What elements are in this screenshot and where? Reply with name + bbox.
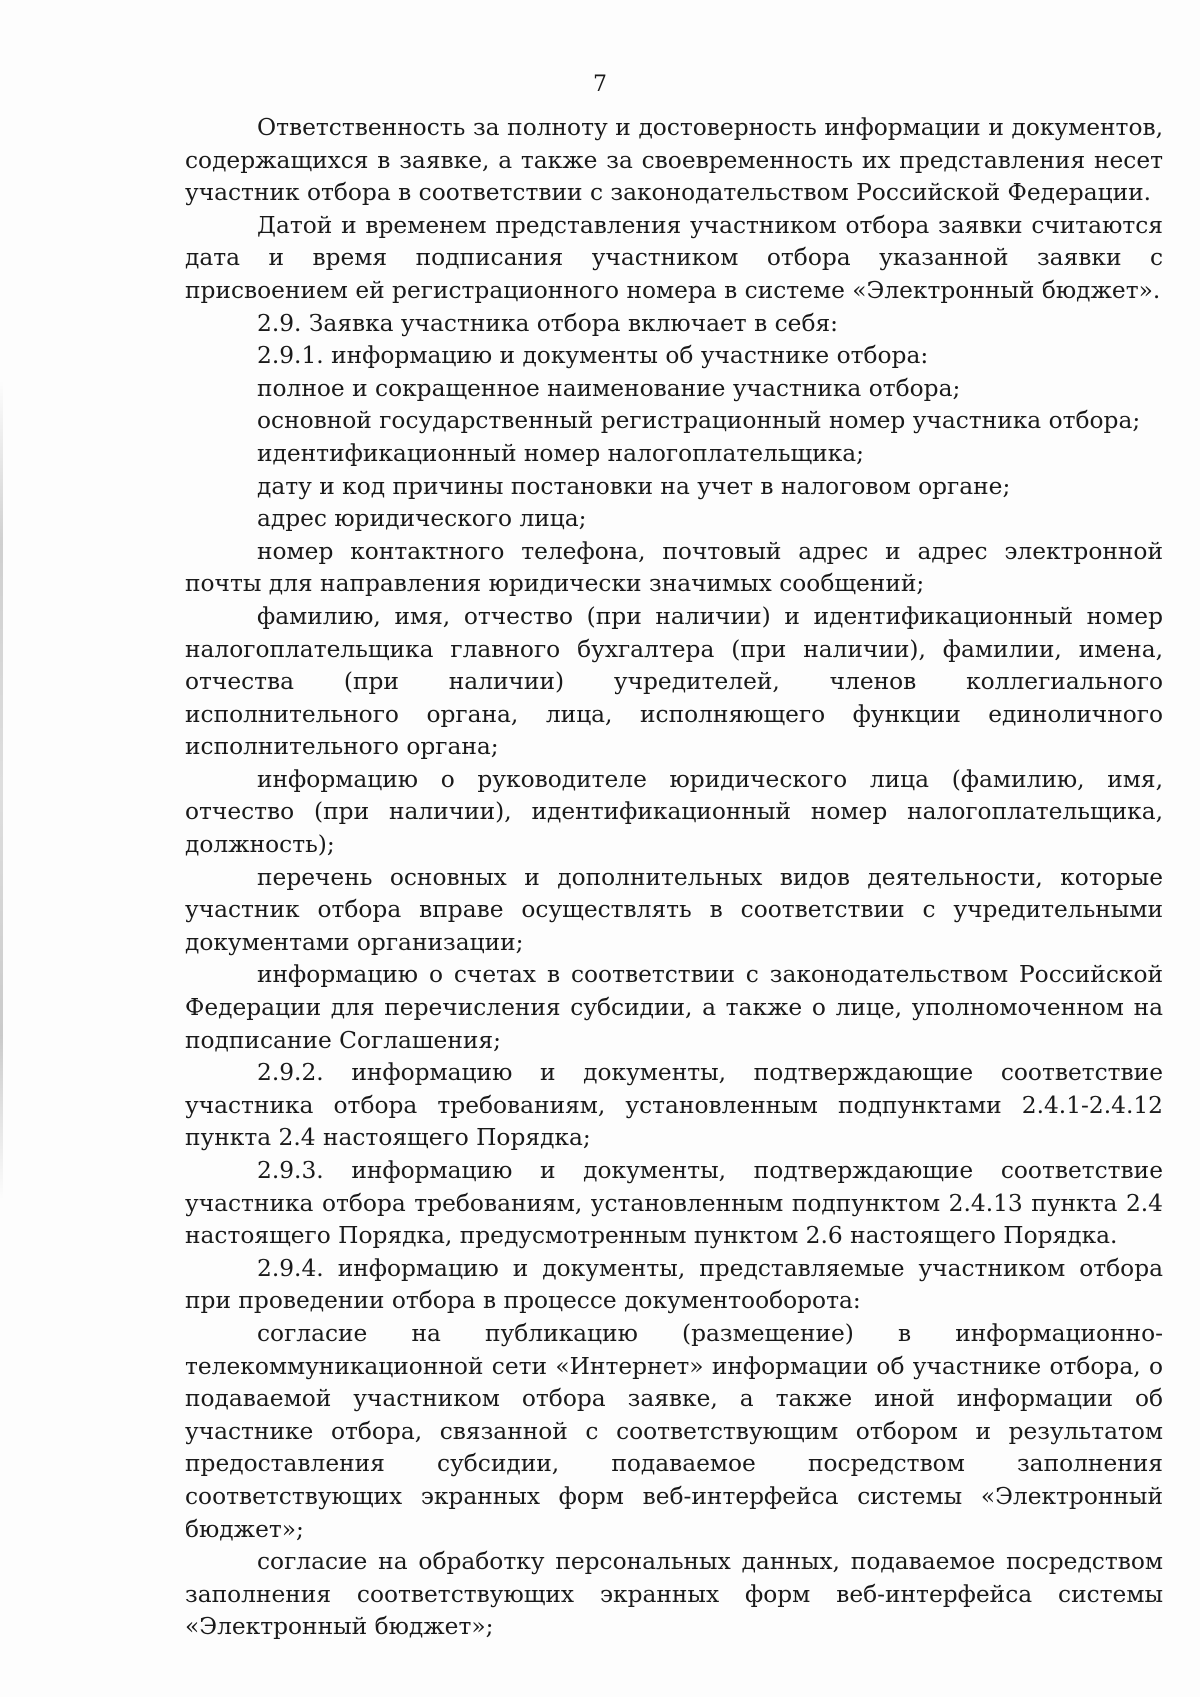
paragraph: Ответственность за полноту и достоверность информации и документов, содержащихся в заявке, а также за своевременность их представления несет участник отбора в соответствии с законодательством Российской Федерации. [185, 114, 1163, 207]
paragraph: 2.9. Заявка участника отбора включает в себя: [257, 309, 839, 337]
list-item: дату и код причины постановки на учет в налоговом органе; [257, 472, 1011, 500]
page-number: 7 [593, 72, 607, 97]
list-item: согласие на обработку персональных данных, подаваемое посредством заполнения соответствующих экранных форм веб-интерфейса системы «Электронный бюджет»; [185, 1548, 1163, 1641]
list-item: номер контактного телефона, почтовый адрес и адрес электронной почты для направления юридически значимых сообщений; [185, 537, 1163, 598]
list-item: адрес юридического лица; [257, 505, 587, 533]
paragraph: 2.9.3. информацию и документы, подтверждающие соответствие участника отбора требованиям, установленным подпунктом 2.4.13 пункта 2.4 настоящего Порядка, предусмотренным пунктом 2.6 настоящего Порядка. [185, 1157, 1163, 1250]
list-item: фамилию, имя, отчество (при наличии) и идентификационный номер налогоплательщика главного бухгалтера (при наличии), фамилии, имена, отчества (при наличии) учредителей, членов коллегиального исполнительного органа, лица, исполняющего функции единоличного исполнительного органа; [185, 602, 1163, 761]
list-item: идентификационный номер налогоплательщика; [257, 439, 864, 467]
paragraph: 2.9.4. информацию и документы, представляемые участником отбора при проведении отбора в процессе документооборота: [185, 1254, 1163, 1315]
paragraph: Датой и временем представления участником отбора заявки считаются дата и время подписания участником отбора указанной заявки с присвоением ей регистрационного номера в системе «Электронный бюджет». [185, 211, 1163, 304]
list-item: основной государственный регистрационный номер участника отбора; [257, 407, 1141, 435]
scan-shadow-edge [0, 380, 3, 1200]
paragraph: 2.9.1. информацию и документы об участнике отбора: [257, 342, 929, 370]
list-item: информацию о руководителе юридического лица (фамилию, имя, отчество (при наличии), идентификационный номер налогоплательщика, должность); [185, 765, 1163, 859]
document-body [185, 112, 1163, 1644]
list-item: согласие на публикацию (размещение) в информационно-телекоммуникационной сети «Интернет» информации об участнике отбора, о подаваемой участником отбора заявке, а также иной информации об участнике отбора, связанной с соответствующим отбором и результатом предоставления субсидии, подаваемое посредством заполнения соответствующих экранных форм веб-интерфейса системы «Электронный бюджет»; [185, 1319, 1163, 1543]
list-item: перечень основных и дополнительных видов деятельности, которые участник отбора вправе осуществлять в соответствии с учредительными документами организации; [185, 863, 1163, 956]
paragraph: 2.9.2. информацию и документы, подтверждающие соответствие участника отбора требованиям, установленным подпунктами 2.4.1-2.4.12 пункта 2.4 настоящего Порядка; [185, 1059, 1163, 1152]
list-item: полное и сокращенное наименование участника отбора; [257, 374, 961, 402]
list-item: информацию о счетах в соответствии с законодательством Российской Федерации для перечисления субсидии, а также о лице, уполномоченном на подписание Соглашения; [185, 961, 1163, 1054]
